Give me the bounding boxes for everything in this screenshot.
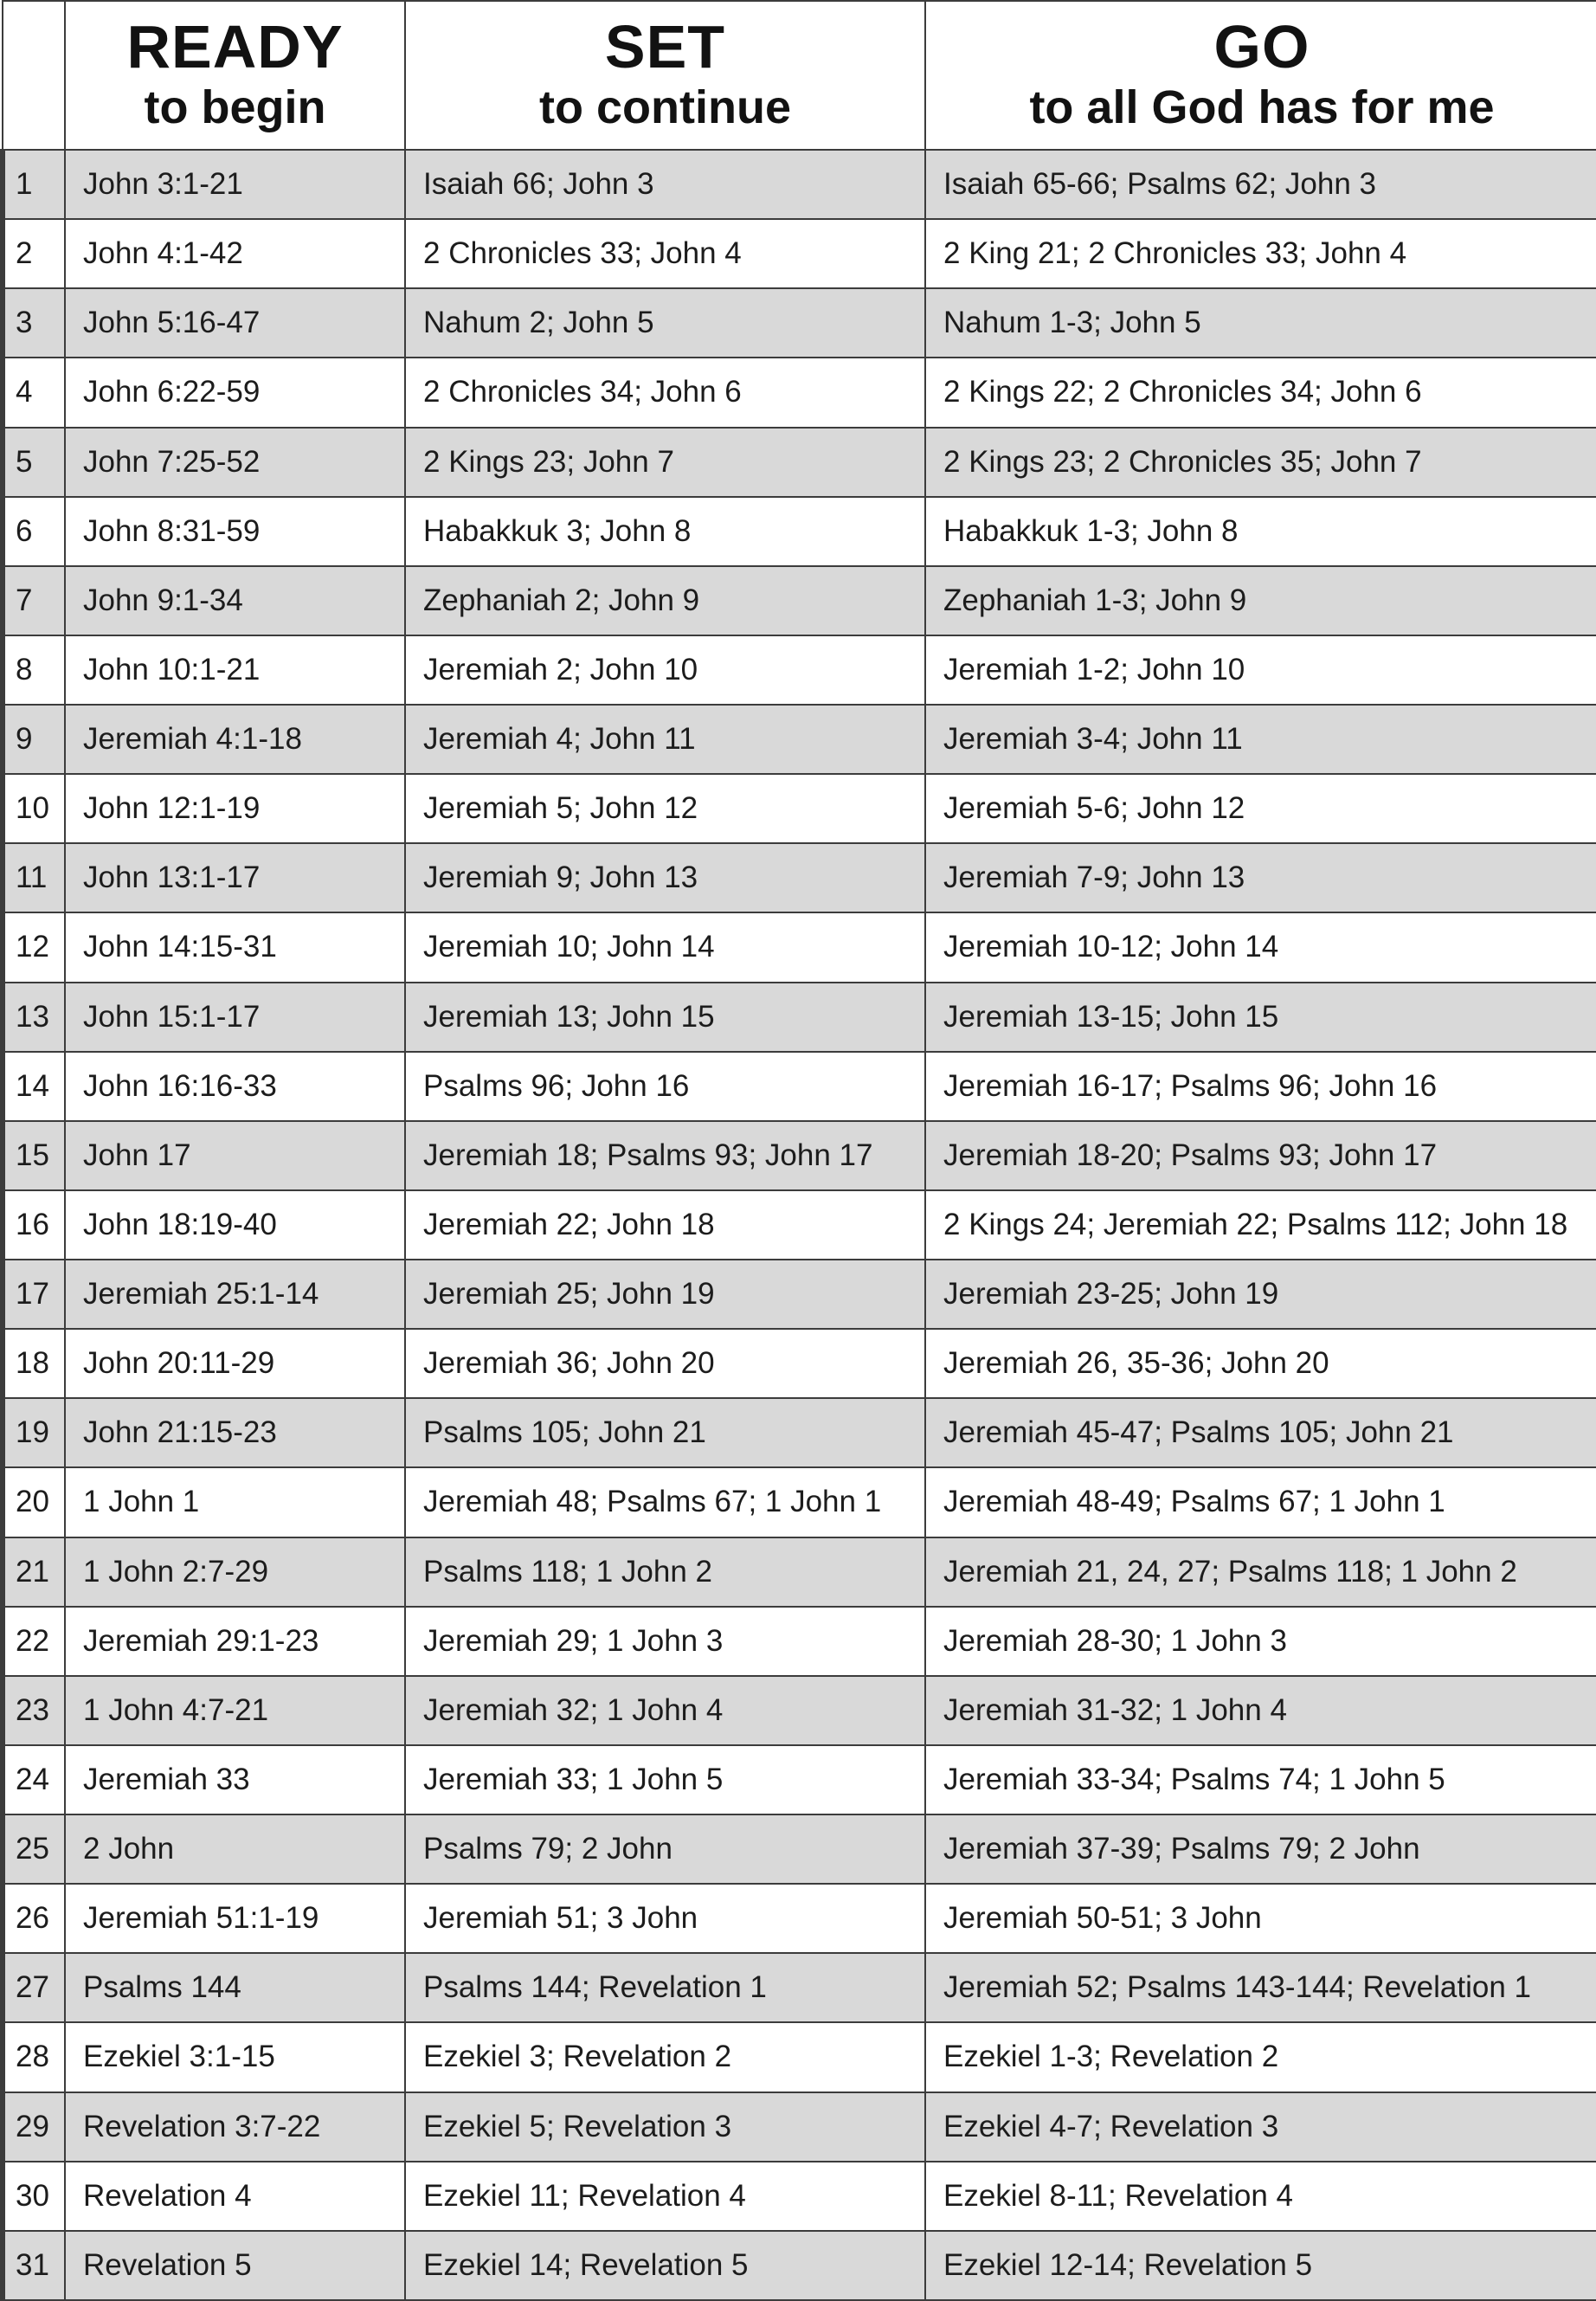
ready-reading-cell: John 4:1-42	[65, 219, 405, 288]
table-row	[3, 912, 1596, 982]
set-reading-cell: Jeremiah 32; 1 John 4	[405, 1676, 925, 1745]
table-row	[3, 1814, 1596, 1884]
ready-reading-cell: Jeremiah 4:1-18	[65, 705, 405, 774]
ready-reading-cell: Revelation 4	[65, 2162, 405, 2231]
table-row	[3, 843, 1596, 912]
go-reading-cell: Jeremiah 7-9; John 13	[925, 843, 1596, 912]
day-number-cell: 13	[3, 983, 65, 1052]
day-number-cell: 8	[3, 635, 65, 705]
set-reading-cell: 2 Kings 23; John 7	[405, 428, 925, 497]
table-row	[3, 774, 1596, 843]
ready-reading-cell: 1 John 1	[65, 1467, 405, 1537]
go-reading-cell: Jeremiah 28-30; 1 John 3	[925, 1607, 1596, 1676]
go-reading-cell: Jeremiah 45-47; Psalms 105; John 21	[925, 1398, 1596, 1467]
set-reading-cell: Jeremiah 25; John 19	[405, 1260, 925, 1329]
day-number-cell: 28	[3, 2022, 65, 2092]
day-number-cell: 22	[3, 1607, 65, 1676]
ready-reading-cell: John 13:1-17	[65, 843, 405, 912]
set-reading-cell: Ezekiel 5; Revelation 3	[405, 2092, 925, 2162]
set-reading-cell: Isaiah 66; John 3	[405, 150, 925, 219]
set-reading-cell: Ezekiel 14; Revelation 5	[405, 2231, 925, 2300]
go-reading-cell: Ezekiel 1-3; Revelation 2	[925, 2022, 1596, 2092]
table-row	[3, 497, 1596, 566]
day-number-cell: 26	[3, 1884, 65, 1953]
table-row	[3, 1745, 1596, 1814]
day-number-cell: 24	[3, 1745, 65, 1814]
table-row	[3, 983, 1596, 1052]
set-reading-cell: Jeremiah 13; John 15	[405, 983, 925, 1052]
day-number-cell: 23	[3, 1676, 65, 1745]
set-reading-cell: Zephaniah 2; John 9	[405, 566, 925, 635]
table-row	[3, 2231, 1596, 2300]
header-row	[3, 1, 1596, 150]
set-reading-cell: Nahum 2; John 5	[405, 288, 925, 358]
table-row	[3, 1260, 1596, 1329]
go-reading-cell: 2 Kings 24; Jeremiah 22; Psalms 112; John 18	[925, 1190, 1596, 1260]
ready-reading-cell: 1 John 4:7-21	[65, 1676, 405, 1745]
day-number-cell: 31	[3, 2231, 65, 2300]
day-number-cell: 25	[3, 1814, 65, 1884]
set-header-cell	[405, 1, 925, 150]
set-reading-cell: Ezekiel 3; Revelation 2	[405, 2022, 925, 2092]
day-number-cell: 1	[3, 150, 65, 219]
go-header-title: GO	[1213, 13, 1310, 81]
day-number-cell: 3	[3, 288, 65, 358]
set-reading-cell: Jeremiah 5; John 12	[405, 774, 925, 843]
set-reading-cell: Jeremiah 22; John 18	[405, 1190, 925, 1260]
go-reading-cell: Isaiah 65-66; Psalms 62; John 3	[925, 150, 1596, 219]
ready-reading-cell: John 17	[65, 1121, 405, 1190]
day-number-cell: 7	[3, 566, 65, 635]
go-reading-cell: Habakkuk 1-3; John 8	[925, 497, 1596, 566]
go-reading-cell: 2 Kings 23; 2 Chronicles 35; John 7	[925, 428, 1596, 497]
table-row	[3, 635, 1596, 705]
ready-reading-cell: Psalms 144	[65, 1953, 405, 2022]
go-reading-cell: Jeremiah 26, 35-36; John 20	[925, 1329, 1596, 1398]
set-reading-cell: Jeremiah 18; Psalms 93; John 17	[405, 1121, 925, 1190]
set-reading-cell: Jeremiah 2; John 10	[405, 635, 925, 705]
day-number-cell: 11	[3, 843, 65, 912]
go-header-cell	[925, 1, 1596, 150]
ready-reading-cell: John 3:1-21	[65, 150, 405, 219]
day-number-cell: 2	[3, 219, 65, 288]
table-row	[3, 1607, 1596, 1676]
ready-header-cell	[65, 1, 405, 150]
go-reading-cell: Jeremiah 21, 24, 27; Psalms 118; 1 John 2	[925, 1537, 1596, 1607]
go-reading-cell: Jeremiah 23-25; John 19	[925, 1260, 1596, 1329]
ready-reading-cell: John 5:16-47	[65, 288, 405, 358]
day-number-cell: 10	[3, 774, 65, 843]
go-header-subtitle: to all God has for me	[1029, 81, 1495, 133]
ready-reading-cell: John 16:16-33	[65, 1052, 405, 1121]
day-number-cell: 21	[3, 1537, 65, 1607]
go-reading-cell: Jeremiah 33-34; Psalms 74; 1 John 5	[925, 1745, 1596, 1814]
set-header-subtitle: to continue	[539, 81, 791, 133]
set-header-title: SET	[604, 13, 726, 81]
ready-reading-cell: Jeremiah 51:1-19	[65, 1884, 405, 1953]
ready-reading-cell: John 15:1-17	[65, 983, 405, 1052]
ready-reading-cell: John 14:15-31	[65, 912, 405, 982]
table-row	[3, 566, 1596, 635]
table-row	[3, 1052, 1596, 1121]
day-number-cell: 27	[3, 1953, 65, 2022]
day-number-cell: 15	[3, 1121, 65, 1190]
set-reading-cell: Psalms 96; John 16	[405, 1052, 925, 1121]
go-reading-cell: Jeremiah 10-12; John 14	[925, 912, 1596, 982]
table-row	[3, 1121, 1596, 1190]
day-number-cell: 6	[3, 497, 65, 566]
go-reading-cell: Jeremiah 1-2; John 10	[925, 635, 1596, 705]
table-row	[3, 150, 1596, 219]
table-row	[3, 1467, 1596, 1537]
table-row	[3, 1953, 1596, 2022]
day-header-cell	[3, 1, 65, 150]
set-reading-cell: Jeremiah 33; 1 John 5	[405, 1745, 925, 1814]
go-reading-cell: Jeremiah 5-6; John 12	[925, 774, 1596, 843]
ready-reading-cell: Jeremiah 25:1-14	[65, 1260, 405, 1329]
set-reading-cell: Ezekiel 11; Revelation 4	[405, 2162, 925, 2231]
set-reading-cell: Psalms 144; Revelation 1	[405, 1953, 925, 2022]
go-reading-cell: Jeremiah 37-39; Psalms 79; 2 John	[925, 1814, 1596, 1884]
set-reading-cell: Psalms 79; 2 John	[405, 1814, 925, 1884]
set-reading-cell: 2 Chronicles 33; John 4	[405, 219, 925, 288]
table-row	[3, 2022, 1596, 2092]
go-reading-cell: Jeremiah 18-20; Psalms 93; John 17	[925, 1121, 1596, 1190]
set-reading-cell: Jeremiah 4; John 11	[405, 705, 925, 774]
table-row	[3, 428, 1596, 497]
go-reading-cell: Zephaniah 1-3; John 9	[925, 566, 1596, 635]
table-row	[3, 1884, 1596, 1953]
set-reading-cell: Psalms 118; 1 John 2	[405, 1537, 925, 1607]
go-reading-cell: Jeremiah 31-32; 1 John 4	[925, 1676, 1596, 1745]
ready-reading-cell: John 6:22-59	[65, 358, 405, 427]
go-reading-cell: Jeremiah 48-49; Psalms 67; 1 John 1	[925, 1467, 1596, 1537]
set-reading-cell: Jeremiah 9; John 13	[405, 843, 925, 912]
table-row	[3, 288, 1596, 358]
day-number-cell: 12	[3, 912, 65, 982]
day-number-cell: 16	[3, 1190, 65, 1260]
set-reading-cell: Jeremiah 48; Psalms 67; 1 John 1	[405, 1467, 925, 1537]
ready-reading-cell: Revelation 5	[65, 2231, 405, 2300]
ready-reading-cell: John 21:15-23	[65, 1398, 405, 1467]
day-number-cell: 19	[3, 1398, 65, 1467]
ready-reading-cell: John 7:25-52	[65, 428, 405, 497]
reading-plan-body	[3, 150, 1596, 2300]
table-row	[3, 1329, 1596, 1398]
ready-reading-cell: Jeremiah 33	[65, 1745, 405, 1814]
ready-reading-cell: 2 John	[65, 1814, 405, 1884]
go-reading-cell: Jeremiah 52; Psalms 143-144; Revelation 1	[925, 1953, 1596, 2022]
ready-reading-cell: John 8:31-59	[65, 497, 405, 566]
table-row	[3, 2162, 1596, 2231]
go-reading-cell: Jeremiah 16-17; Psalms 96; John 16	[925, 1052, 1596, 1121]
table-row	[3, 358, 1596, 427]
ready-reading-cell: Jeremiah 29:1-23	[65, 1607, 405, 1676]
set-reading-cell: Psalms 105; John 21	[405, 1398, 925, 1467]
day-number-cell: 17	[3, 1260, 65, 1329]
set-reading-cell: Habakkuk 3; John 8	[405, 497, 925, 566]
table-row	[3, 219, 1596, 288]
set-reading-cell: Jeremiah 29; 1 John 3	[405, 1607, 925, 1676]
go-reading-cell: Ezekiel 12-14; Revelation 5	[925, 2231, 1596, 2300]
day-number-cell: 14	[3, 1052, 65, 1121]
go-reading-cell: 2 King 21; 2 Chronicles 33; John 4	[925, 219, 1596, 288]
ready-reading-cell: Ezekiel 3:1-15	[65, 2022, 405, 2092]
ready-reading-cell: John 18:19-40	[65, 1190, 405, 1260]
table-row	[3, 1190, 1596, 1260]
day-number-cell: 4	[3, 358, 65, 427]
table-row	[3, 1537, 1596, 1607]
ready-reading-cell: 1 John 2:7-29	[65, 1537, 405, 1607]
day-number-cell: 29	[3, 2092, 65, 2162]
ready-reading-cell: John 20:11-29	[65, 1329, 405, 1398]
set-reading-cell: Jeremiah 51; 3 John	[405, 1884, 925, 1953]
go-reading-cell: Jeremiah 13-15; John 15	[925, 983, 1596, 1052]
day-number-cell: 30	[3, 2162, 65, 2231]
go-reading-cell: Jeremiah 3-4; John 11	[925, 705, 1596, 774]
ready-reading-cell: John 9:1-34	[65, 566, 405, 635]
day-number-cell: 9	[3, 705, 65, 774]
day-number-cell: 5	[3, 428, 65, 497]
table-row	[3, 705, 1596, 774]
go-reading-cell: Ezekiel 8-11; Revelation 4	[925, 2162, 1596, 2231]
day-number-cell: 20	[3, 1467, 65, 1537]
set-reading-cell: 2 Chronicles 34; John 6	[405, 358, 925, 427]
day-number-cell: 18	[3, 1329, 65, 1398]
table-row	[3, 1676, 1596, 1745]
go-reading-cell: Nahum 1-3; John 5	[925, 288, 1596, 358]
ready-header-subtitle: to begin	[144, 81, 326, 133]
ready-header-title: READY	[126, 13, 344, 81]
ready-reading-cell: John 10:1-21	[65, 635, 405, 705]
table-row	[3, 1398, 1596, 1467]
go-reading-cell: Ezekiel 4-7; Revelation 3	[925, 2092, 1596, 2162]
go-reading-cell: 2 Kings 22; 2 Chronicles 34; John 6	[925, 358, 1596, 427]
set-reading-cell: Jeremiah 36; John 20	[405, 1329, 925, 1398]
table-row	[3, 2092, 1596, 2162]
ready-reading-cell: Revelation 3:7-22	[65, 2092, 405, 2162]
set-reading-cell: Jeremiah 10; John 14	[405, 912, 925, 982]
ready-reading-cell: John 12:1-19	[65, 774, 405, 843]
go-reading-cell: Jeremiah 50-51; 3 John	[925, 1884, 1596, 1953]
